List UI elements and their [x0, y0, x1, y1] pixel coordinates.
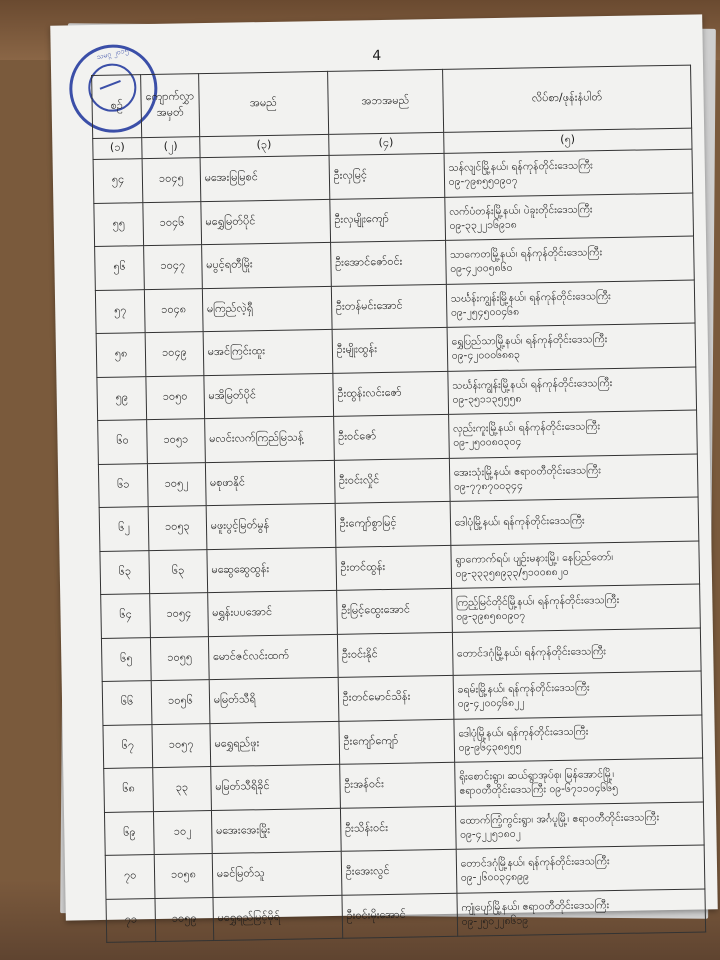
cell-address	[450, 497, 699, 545]
cell-certificate: ၁၀၄၆	[143, 201, 201, 245]
cell-serial: ၅၉	[97, 376, 147, 420]
cell-father-name: ဦးအန်ဝင်း	[339, 762, 455, 808]
cell-father-name: ဦးဝင်းနိုင်	[337, 632, 453, 678]
registration-table	[91, 65, 706, 943]
cell-serial: ၆၄	[101, 594, 151, 638]
cell-certificate: ၆၃	[149, 549, 207, 593]
phone-line: ၀၉-၄၂၀၀၀၆၈၈၃	[451, 348, 520, 363]
stamp-text: သမဂ္ဂ ၂၀၁၅	[95, 46, 130, 62]
cell-address	[454, 714, 703, 762]
cell-address	[453, 671, 702, 719]
address-line: သန်လျင်မြို့နယ်၊ ရန်ကုန်တိုင်းဒေသကြီး	[448, 159, 593, 174]
cell-certificate: ၁၀၅၆	[151, 680, 209, 724]
address-line: တောင်ဒဂုံမြို့နယ်၊ ရန်ကုန်တိုင်းဒေသကြီး	[460, 855, 610, 870]
cell-serial: ၆၅	[101, 637, 151, 681]
cell-father-name: ဦးမြင့်ထွေးအောင်	[336, 588, 452, 634]
cell-name: မအိမြတ်ပိုင်	[203, 373, 333, 419]
cell-certificate: ၁၀၂	[153, 810, 211, 854]
address-line: အေးသုံးမြို့နယ်၊ ဧရာဝတီတိုင်းဒေသကြီး	[453, 463, 601, 479]
cell-name: မဆွေဆွေထွန်း	[207, 547, 337, 593]
phone-line: ၀၉-၉၆၄၃၈၅၅၅	[458, 740, 522, 754]
cell-address	[452, 628, 701, 676]
address-line: ရွှေပြည်သာမြို့နယ်၊ ရန်ကုန်တိုင်းဒေသကြီး	[451, 333, 608, 348]
address-line: ကျုံပျော်မြို့နယ်၊ ဧရာဝတီတိုင်းဒေသကြီး	[461, 898, 610, 914]
cell-father-name: ဦးမျိုးထွန်း	[332, 327, 448, 373]
cell-certificate: ၁၀၅၀	[146, 375, 204, 419]
cell-name: မစုဖာနိုင်	[205, 460, 335, 506]
cell-name: မပွင့်ရတီမြိုး	[201, 242, 331, 288]
header-certificate: ကျောက်လွှာ အမှတ်	[141, 74, 200, 138]
address-line: သင်္ဃန်းကျွန်းမြို့နယ်၊ ရန်ကုန်တိုင်းဒေသကြီး	[452, 376, 613, 392]
address-line: ဒေါပုံမြို့နယ်၊ ရန်ကုန်တိုင်းဒေသကြီး	[454, 514, 585, 529]
phone-line: ဧရာဝတီတိုင်းဒေသကြီး ၀၉-၆၇၁၁၀၄၆၆၅	[459, 782, 619, 797]
cell-serial: ၆၀	[98, 420, 148, 464]
cell-serial: ၇၁	[106, 898, 156, 942]
cell-address	[450, 541, 699, 589]
cell-address	[447, 323, 696, 371]
cell-name: မရွှန်းပပအောင်	[207, 590, 337, 636]
header-serial: စဉ်	[92, 75, 142, 139]
column-number: (၄)	[328, 132, 443, 155]
address-line: ရိုးစောင်းရွာ၊ ဆယ်ရွာအုပ်စု၊ မြန်အောင်မြို့၊	[458, 768, 615, 783]
phone-line: ၀၉-၄၂၂၅၁၈၀၂	[459, 827, 521, 841]
cell-serial: ၆၉	[104, 811, 154, 855]
address-line: လှည်းကူးမြို့နယ်၊ ရန်ကုန်တိုင်းဒေသကြီး	[452, 420, 601, 435]
cell-father-name: ဦးတန်မင်းအောင်	[331, 284, 447, 330]
address-line: လက်ပံတန်းမြို့နယ်၊ ပဲခူးတိုင်းဒေသကြီး	[449, 202, 593, 218]
header-address: လိပ်စာ/ဖုန်းနံပါတ်	[442, 65, 691, 132]
phone-line: ၀၉-၃၃၃၅၈၉၃၃/၅၁၀၀၈၈၂၀	[455, 565, 569, 580]
cell-address	[447, 367, 696, 415]
address-line: ကြည့်မြင်တိုင်မြို့နယ်၊ ရန်ကုန်တိုင်းဒေသကြီး	[455, 593, 620, 609]
address-line: သင်္ဃန်းကျွန်းမြို့နယ်၊ ရန်ကုန်တိုင်းဒေသကြီး	[450, 289, 611, 305]
page-number: 4	[372, 47, 382, 65]
cell-serial: ၆၆	[102, 681, 152, 725]
cell-name: မရွှေရည်ဖူး	[210, 721, 340, 767]
cell-serial: ၅၈	[96, 333, 146, 377]
cell-father-name: ဦးဝင်းမိုးအောင်	[342, 893, 458, 939]
cell-serial: ၅၄	[93, 159, 143, 203]
cell-father-name: ဦးတင်ထွန်း	[335, 545, 451, 591]
cell-name: မအေးအေးမြိုး	[211, 808, 341, 854]
phone-line: ၀၉-၃၅၁၁၃၅၅၅၈	[452, 392, 522, 406]
cell-name: မမြတ်သီရိ	[209, 677, 339, 723]
cell-name: မလင်းလက်ကြည်မြသန့်	[204, 416, 334, 462]
cell-certificate: ၁၀၅၄	[150, 593, 208, 637]
cell-serial: ၆၂	[99, 507, 149, 551]
address-line: ထောက်ကြံ့ကွင်းရွာ၊ အင်္ဂပူမြို့၊ ဧရာဝတီတိုင်းဒေသကြီး	[459, 810, 660, 827]
cell-father-name: ဦးတင်မောင်သိန်း	[338, 675, 454, 721]
cell-address	[444, 149, 693, 197]
cell-name: မရွှေရည်မြင့်မိုရ်	[213, 895, 343, 941]
cell-serial: ၅၅	[94, 202, 144, 246]
cell-address	[445, 236, 694, 284]
phone-line: ၀၉-၄၂၀၀၄၆၈၂၂	[457, 696, 525, 710]
cell-serial: ၅၆	[95, 246, 145, 290]
cell-certificate: ၁၀၄၅	[142, 158, 200, 202]
cell-address	[455, 801, 704, 849]
phone-line: ၀၉-၂၅၄၅၀၀၄၆၈	[450, 305, 520, 319]
cell-certificate: ၁၀၅၁	[147, 419, 205, 463]
cell-address	[449, 454, 698, 502]
phone-line: ၀၉-၃၃၂၂၁၆၉၁၈	[449, 218, 517, 232]
header-name: အမည်	[198, 71, 328, 136]
cell-serial: ၅၇	[95, 289, 145, 333]
column-number: (၂)	[142, 137, 200, 159]
phone-line: ၀၉-၇၇၈၇၀၀၃၄၄	[453, 479, 523, 493]
phone-line: ၀၉-၂၅၀၂၂၈၆၁၉	[461, 914, 529, 928]
address-line: တောင်ဒဂုံမြို့နယ်၊ ရန်ကုန်တိုင်းဒေသကြီး	[456, 644, 607, 660]
cell-certificate: ၁၀၅၅	[150, 636, 208, 680]
cell-address	[457, 888, 706, 936]
cell-serial: ၆၁	[98, 463, 148, 507]
address-line: ဒေါပုံမြို့နယ်၊ ရန်ကုန်တိုင်းဒေသကြီး	[458, 725, 589, 740]
cell-certificate: ၁၀၅၂	[147, 462, 205, 506]
phone-line: ၀၉-၇၉၈၅၅၀၉၀၇	[448, 174, 518, 189]
cell-certificate: ၁၀၅၇	[152, 723, 210, 767]
cell-name: မခင်မြတ်သူ	[212, 851, 342, 897]
column-number: (၅)	[443, 128, 692, 153]
cell-certificate: ၁၀၅၃	[148, 506, 206, 550]
cell-certificate: ၁၀၄၉	[145, 332, 203, 376]
phone-line: ၀၉-၃၉၈၅၈၀၉၀၇	[456, 609, 526, 624]
cell-father-name: ဦးသိန်းဝင်း	[340, 806, 456, 852]
cell-name: မောင်ဇင်လင်းထက်	[208, 634, 338, 680]
cell-serial: ၆၈	[104, 768, 154, 812]
phone-line: ၀၉-၄၂၀၀၅၈၆၀	[450, 261, 513, 276]
phone-line: ၀၉-၂၆၀၀၃၄၈၉၉	[460, 870, 529, 884]
cell-address	[454, 758, 703, 806]
address-line: ရွာကောက်ရပ်၊ ပျဉ်းမနားမြို့၊ နေပြည်တော်၊	[455, 550, 614, 566]
header-father-name: အဘအမည်	[327, 69, 443, 134]
address-line: သာကေတမြို့နယ်၊ ရန်ကုန်တိုင်းဒေသကြီး	[449, 246, 603, 261]
cell-serial: ၇၀	[105, 855, 155, 899]
cell-father-name: ဦးလှမြင့်	[329, 153, 445, 199]
cell-serial: ၆၃	[100, 550, 150, 594]
cell-name: မမြတ်သီရိခိုင်	[210, 764, 340, 810]
cell-father-name: ဦးအောင်ဇော်ဝင်း	[330, 240, 446, 286]
cell-father-name: ဦးထွန်းလင်းဇော်	[332, 371, 448, 417]
phone-line: ၀၉-၂၅၀၀၈၀၃၀၄	[453, 435, 522, 450]
cell-father-name: ဦးလှမျိုးကျော်	[329, 197, 445, 243]
cell-name: မအင်ကြင်းထူး	[203, 329, 333, 375]
cell-certificate: ၁၀၄၇	[144, 245, 202, 289]
cell-address	[446, 280, 695, 328]
document-page	[50, 14, 718, 928]
cell-father-name: ဦးကျော်စွာမြင့်	[335, 501, 451, 547]
cell-address	[456, 845, 705, 893]
cell-certificate: ၃၃	[153, 767, 211, 811]
cell-name: မရွှေမြတ်ပိုင်	[200, 199, 330, 245]
cell-address	[451, 584, 700, 632]
cell-name: မအေးမြမြစင်	[200, 155, 330, 201]
cell-father-name: ဦးကျော်ကျော်	[339, 719, 455, 765]
cell-father-name: ဦးအေးလွင်	[341, 849, 457, 895]
address-line: ခရမ်းမြို့နယ်၊ ရန်ကုန်တိုင်းဒေသကြီး	[457, 681, 590, 696]
cell-address	[444, 193, 693, 241]
cell-serial: ၆၇	[103, 724, 153, 768]
cell-name: မကြည်လဲ့ရှီ	[202, 286, 332, 332]
cell-father-name: ဦးဝင်ဇော်	[333, 414, 449, 460]
cell-certificate: ၁၀၅၈	[154, 854, 212, 898]
cell-father-name: ဦးဝင်းလှိုင်	[334, 458, 450, 504]
table-header-row	[92, 65, 692, 138]
column-number: (၁)	[93, 138, 142, 160]
cell-address	[448, 410, 697, 458]
cell-certificate: ၁၀၅၉	[155, 897, 213, 941]
cell-name: မဖူးပွင့်မြတ်မွန်	[206, 503, 336, 549]
column-number: (၃)	[199, 134, 328, 157]
cell-certificate: ၁၀၄၈	[144, 288, 202, 332]
